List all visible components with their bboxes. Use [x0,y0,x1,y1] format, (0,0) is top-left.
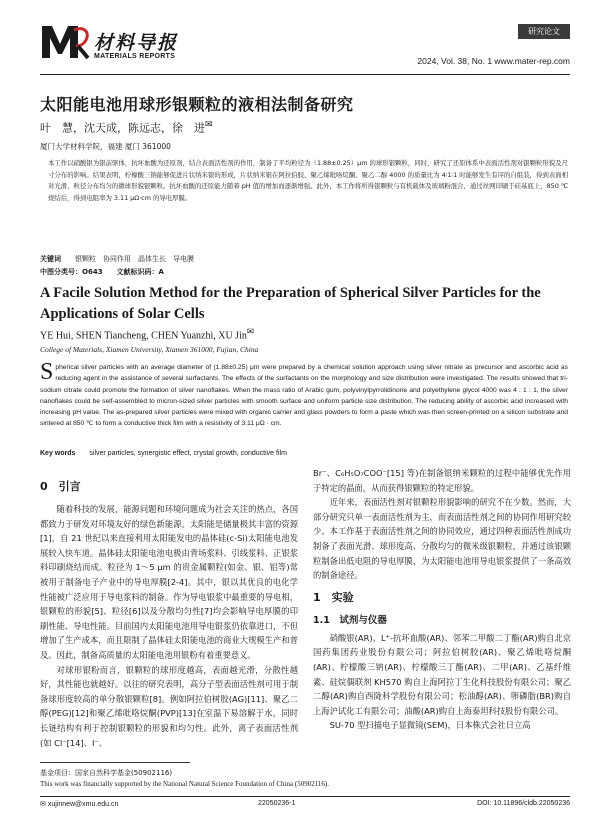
keywords-cn-text: 银颗粒 协同作用 晶体生长 导电膜 [75,255,194,263]
intro-paragraph-2: 对球形银粉而言，银颗粒的球形度越高，表面越光滑，分散性越好，其性能也就越好。以往的研究表明，高分子型表面活性剂可用于制备球形度较高的单分散银颗粒[8]。例如阿拉伯树胶(AG)[11]、聚乙二醇(PEG)[12]和聚乙烯吡咯烷酮(PVP)[13]在室温下易溶解于水，同时长链结构有利于控制银颗粒的形貌和均匀性。此外，离子表面活性剂(如 Cl⁻[14]、I⁻、 [40,664,298,748]
reagents-paragraph: 硝酸银(AR)、L⁺-抗坏血酸(AR)、邻苯二甲酸二丁酯(AR)购自北京国药集团药业股份有限公司；阿拉伯树胶(AR)、聚乙烯吡咯烷酮(AR)、柠檬酸三钠(AR)、柠檬酸三丁酯(AR)、二甲(AR)、乙基纤维素、硅烷偶联剂 KH570 购自上海阿拉丁生化科技股份有限公司；聚乙二醇(AR)购自西陇科学股份有限公司；松油醇(AR)、卵磷脂(BR)购自上海沪试化工有限公司；油酸(AR)购自上海泰坦科技股份有限公司。 [313,632,571,716]
intro-paragraph-4: 近年来，表面活性剂对银颗粒形貌影响的研究不在少数。然而，大部分研究只单一表面活性剂为主，而表面活性剂之间的协同作用研究较少。本工作基于表面活性剂之间的协同效应，通过四种表面活性剂成功制备了表面光滑、球形度高、分散均匀的微米级银颗粒，并通过该银颗粒制备出低电阻的导电厚膜，为太阳能电池用导电银浆提供了一条高效的制备途径。 [313,497,571,581]
body-left-column [40,478,298,750]
journal-logo-icon [40,22,90,60]
title-cn: 太阳能电池用球形银颗粒的液相法制备研究 [40,95,354,114]
section-1-1-heading: 1.1 试剂与仪器 [313,614,387,626]
journal-name-en: MATERIALS REPORTS [94,53,176,60]
intro-paragraph-1: 随着科技的发展，能源问题和环境问题成为社会关注的热点，各国都致力于研发对环境友好的绿色新能源。太阳能是储量极其丰富的资源[1]，自 21 世纪以来直接利用太阳能发电的晶体硅(c-Si)太阳能电池发展较入快车道。晶体硅太阳能电池电极由背场浆料、引线浆料、正银浆料印刷烧结而成。粒径为 1～5 μm 的贵金属颗粒(如金、银、铝等)常被用于制备电子产业中的导电厚膜[2-4]。其中，银以其优良的电化学性能被广泛应用于导电浆料的制备。作为导电银浆中最重要的导电相，银颗粒的形貌[5]、粒径[6]以及分散均匀性[7]均会影响导电厚膜的印刷性能、导电性能。目前国内太阳能电池用导电银浆仍依靠进口，不但增加了生产成本，而且限制了晶体硅太阳能电池的商业大规模生产和普及。因此，制备高质量的太阳能电池用银粉有着重要意义。 [40,504,298,660]
affiliation-en: College of Materials, Xiamen University, Xiamen 361000, Fujian, China [40,345,259,354]
doi: DOI: 10.11896/cldb.22050236 [477,800,570,807]
clc-line: 中图分类号：O643 文献标识码：A [40,268,164,276]
authors-cn [40,119,213,136]
journal-name-cn: 材料导报 [94,32,179,54]
authors-en-text: YE Hui, SHEN Tiancheng, CHEN Yuanzhi, XU Jin [40,330,247,342]
abstract-en [40,359,568,430]
keywords-en-label: Key words [40,450,76,457]
page-code: 22050236-1 [258,800,296,807]
abstract-en-text: pherical silver particles with an average diameter of (1.88±0.25) μm were prepared by a chemical solution approach using silver nitrate as precursor and ascorbic acid as reducing agent in the assistance of several surfactants. The effects of the surfactants on the morphology and size distribution were investigated. The results showed that tri-sodium citrate could promote the formation of silver nanoflakes. When the mass ratio of Arabic gum, polyvinylpyrrolidinone and polyethylene glycol 4000 was 4 : 1 : 1, the silver nanoflakes could be self-assembled to micron-sized silver particles with smooth surface and uniform particle size distribution. The reducing ability of ascorbic acid increased with increasing pH value. The as-prepared silver particles were mixed with organic carrier and glass powders to form a paste which was then screen-printed on a silicon substrate and sintered at 850 ℃ to form a conductive thick film with a resistivity of 3.11 μΩ · cm. [40,364,568,428]
title-en: A Facile Solution Method for the Preparation of Spherical Silver Particles for the Applications of Solar Cells [40,285,541,322]
funding-cn: 基金项目：国家自然科学基金(50902116) [40,769,173,777]
authors-en [40,326,254,341]
volume-line: 2024, Vol. 38, No. 1 www.mater-rep.com [417,56,570,66]
keywords-en [40,450,287,457]
funding-en: This work was financially supported by the National Natural Science Foundation of China (50902116). [40,780,330,788]
authors-cn-text: 叶 慧，沈天成，陈远志，徐 进 [40,121,205,135]
intro-paragraph-3: Br⁻、C₆H₅O₇COO⁻[15] 等)在制备银纳米颗粒的过程中能够优先作用于特定的晶面，从而获得银颗粒的特定形貌。 [313,468,571,493]
keywords-cn [40,254,194,264]
mail-icon-en: ✉ [246,327,254,336]
keywords-en-text: silver particles, synergistic effect, crystal growth, conductive film [89,450,287,457]
body-right-column [313,466,571,733]
mail-icon: ✉ [205,119,213,130]
abstract-cn: 本工作以硝酸银为银前驱体，抗坏血酸为还原剂，结合表面活性剂的作用，制备了平均粒径为（1.88±0.25）μm 的球形银颗粒，同时，研究了还原体系中表面活性剂对银颗粒形貌及尺寸分布的影响。结果表明，柠檬酸三钠能够促进片状纳米银的形成，片状纳米银在阿拉伯胶、聚乙烯吡咯烷酮、聚乙二醇 4000 的质量比为 4∶1∶1 时能够发生有序的自组装，得到表面相对光滑、粒径分布均匀的微球形貌银颗粒。抗坏血酸的还原能力随着 pH 值的增加而逐渐增强。此外，本工作将所得银颗粒与有机载体及玻璃粉混合，通过丝网印刷于硅基底上，850 ℃烧结后，得到电阻率为 3.11 μΩ·cm 的导电厚膜。 [48,159,569,202]
section-tag: 研究论文 [518,24,570,39]
section-1-heading: 1 实验 [313,590,354,604]
abstract-dropcap: S [40,359,54,385]
footer-divider [40,796,570,797]
email-text: xujinnew@xmu.edu.cn [47,801,119,808]
affiliation-cn: 厦门大学材料学院，福建 厦门 361000 [40,142,171,151]
email-icon: ✉ [40,801,48,808]
sem-paragraph: SU-70 型扫描电子显微镜(SEM)，日本株式会社日立高 [329,720,531,731]
corresponding-email [40,800,118,808]
keywords-cn-label: 关键词 [40,255,61,263]
footnote-divider [40,762,190,763]
section-0-heading: 0 引言 [40,480,81,493]
journal-header [40,22,570,75]
